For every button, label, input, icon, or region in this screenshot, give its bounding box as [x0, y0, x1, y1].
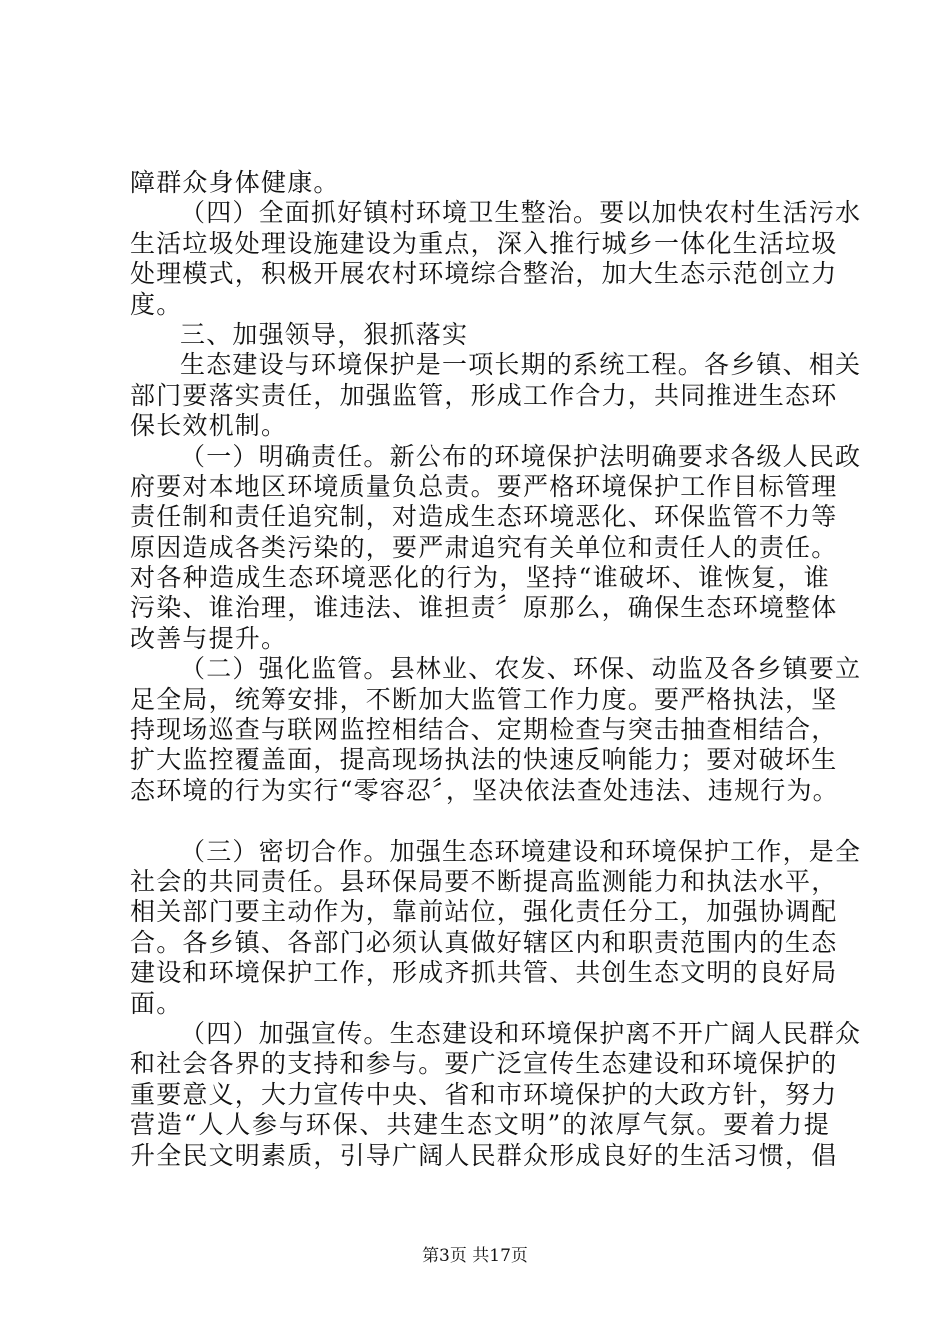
- page-number-footer: 第3页 共17页: [422, 1246, 528, 1266]
- text-line: 相关部门要主动作为，靠前站位，强化责任分工，加强协调配: [130, 897, 838, 927]
- text-line: （一）明确责任。新公布的环境保护法明确要求各级人民政: [180, 441, 862, 471]
- text-line: 升全民文明素质，引导广阔人民群众形成良好的生活习惯，倡: [130, 1140, 838, 1170]
- text-line: （二）强化监管。县林业、农发、环保、动监及各乡镇要立: [180, 654, 862, 684]
- text-line: 处理模式，积极开展农村环境综合整治，加大生态示范创立力: [130, 259, 838, 289]
- text-line: 合。各乡镇、各部门必须认真做好辖区内和职责范围内的生态: [130, 927, 838, 957]
- text-line: 度。: [130, 289, 183, 319]
- text-line: 营造“人人参与环保、共建生态文明”的浓厚气氛。要着力提: [130, 1110, 830, 1140]
- text-line: 生活垃圾处理设施建设为重点，深入推行城乡一体化生活垃圾: [130, 228, 838, 258]
- text-line: （四）加强宣传。生态建设和环境保护离不开广阔人民群众: [180, 1018, 862, 1048]
- text-line: 社会的共同责任。县环保局要不断提高监测能力和执法水平，: [130, 866, 838, 896]
- text-line: 部门要落实责任，加强监管，形成工作合力，共同推进生态环: [130, 380, 838, 410]
- section-heading: 三、加强领导，狠抓落实: [180, 319, 469, 349]
- text-line: 重要意义，大力宣传中央、省和市环境保护的大政方针，努力: [130, 1079, 838, 1109]
- text-line: 污染、谁治理，谁违法、谁担责〞原那么，确保生态环境整体: [130, 593, 838, 623]
- text-line: 府要对本地区环境质量负总责。要严格环境保护工作目标管理: [130, 471, 838, 501]
- blank-line: [130, 806, 830, 836]
- text-line: 原因造成各类污染的，要严肃追究有关单位和责任人的责任。: [130, 532, 838, 562]
- text-line: 障群众身体健康。: [130, 168, 340, 197]
- text-line: 对各种造成生态环境恶化的行为，坚持“谁破坏、谁恢复，谁: [130, 563, 830, 593]
- text-line: （三）密切合作。加强生态环境建设和环境保护工作，是全: [180, 836, 862, 866]
- text-line: 和社会各界的支持和参与。要广泛宣传生态建设和环境保护的: [130, 1049, 838, 1079]
- document-body: [130, 168, 862, 1171]
- text-line: 改善与提升。: [130, 623, 288, 653]
- text-line: （四）全面抓好镇村环境卫生整治。要以加快农村生活污水: [180, 198, 862, 228]
- text-line: 保长效机制。: [130, 411, 288, 441]
- text-line: 持现场巡查与联网监控相结合、定期检查与突击抽查相结合，: [130, 715, 838, 745]
- text-line: 扩大监控覆盖面，提高现场执法的快速反响能力；要对破坏生: [130, 745, 838, 775]
- text-line: 责任制和责任追究制，对造成生态环境恶化、环保监管不力等: [130, 502, 838, 532]
- text-line: 态环境的行为实行“零容忍〞，坚决依法查处违法、违规行为。: [130, 775, 839, 805]
- text-line: 面。: [130, 988, 183, 1018]
- text-line: 建设和环境保护工作，形成齐抓共管、共创生态文明的良好局: [130, 958, 838, 988]
- text-line: 生态建设与环境保护是一项长期的系统工程。各乡镇、相关: [180, 350, 862, 380]
- text-line: 足全局，统筹安排，不断加大监管工作力度。要严格执法，坚: [130, 684, 838, 714]
